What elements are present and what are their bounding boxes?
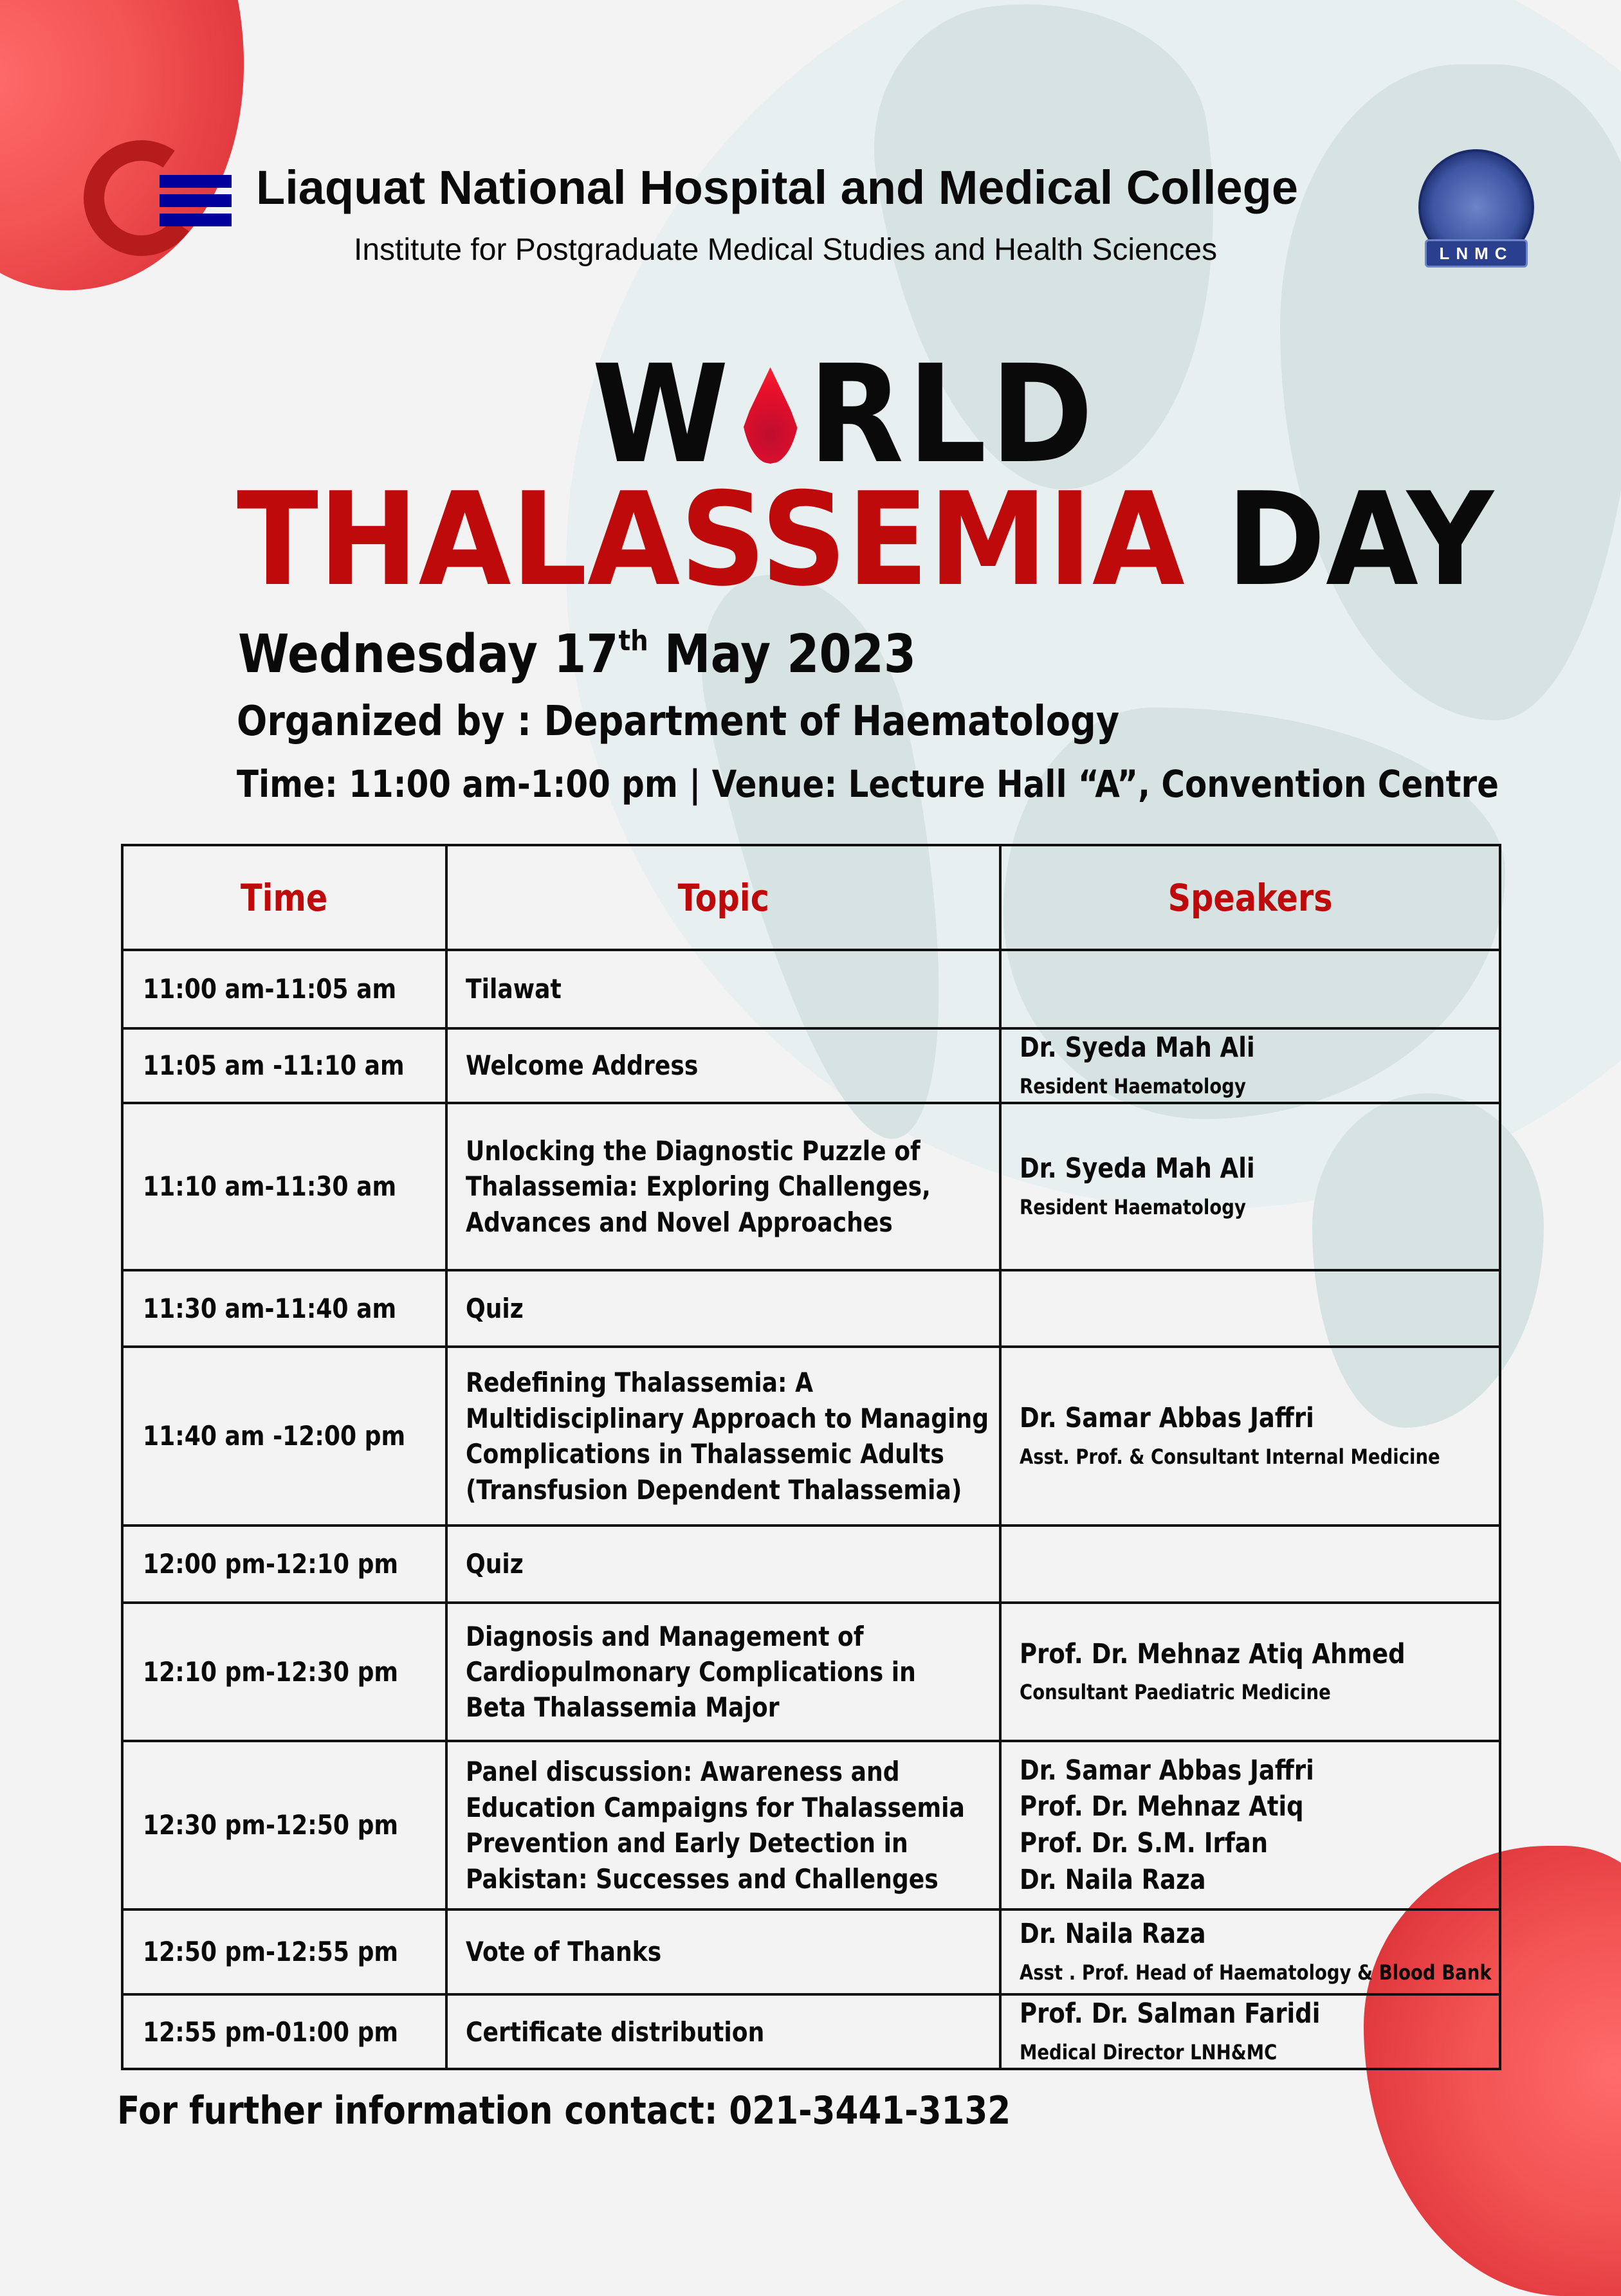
table-row: [122, 1028, 1500, 1103]
speaker-name: Dr. Samar Abbas Jaffri: [1020, 1402, 1314, 1435]
table-row: [122, 1526, 1500, 1603]
title-world: [592, 336, 1097, 493]
cell-speakers: [1000, 1603, 1500, 1741]
topic-line: (Transfusion Dependent Thalassemia): [466, 1473, 962, 1506]
topic-line: Thalassemia: Exploring Challenges,: [466, 1171, 931, 1203]
speaker-role: Consultant Paediatric Medicine: [1020, 1680, 1331, 1705]
speaker-name: Dr. Samar Abbas Jaffri: [1020, 1754, 1314, 1787]
title-thalassemia: THALASSEMIA: [237, 465, 1185, 615]
cell-time: 12:50 pm-12:55 pm: [122, 1909, 446, 1994]
header-speakers: Speakers: [1000, 845, 1500, 950]
topic-line: Multidisciplinary Approach to Managing: [466, 1402, 989, 1434]
speaker-name: Prof. Dr. Salman Faridi: [1020, 1998, 1321, 2030]
cell-topic: [446, 950, 1000, 1028]
speaker-name: Prof. Dr. S.M. Irfan: [1020, 1827, 1268, 1860]
cell-topic: [446, 1028, 1000, 1103]
topic-line: Education Campaigns for Thalassemia: [466, 1791, 965, 1823]
title-day: DAY: [1226, 465, 1494, 615]
speaker-role: Medical Director LNH&MC: [1020, 2039, 1278, 2064]
cell-speakers: [1000, 1028, 1500, 1103]
topic-line: Beta Thalassemia Major: [466, 1691, 780, 1724]
cell-time: 12:10 pm-12:30 pm: [122, 1603, 446, 1741]
table-row: [122, 1909, 1500, 1994]
cell-speakers: [1000, 1526, 1500, 1603]
topic-line: Tilawat: [466, 973, 562, 1005]
bars-icon: [160, 175, 232, 233]
topic-line: Quiz: [466, 1548, 524, 1580]
cell-time: 12:00 pm-12:10 pm: [122, 1526, 446, 1603]
title-world-w: W: [592, 336, 733, 493]
cell-topic: [446, 1347, 1000, 1526]
cell-time: 11:05 am -11:10 am: [122, 1028, 446, 1103]
table-row: [122, 1270, 1500, 1347]
cell-speakers: [1000, 1103, 1500, 1270]
speaker-name: Dr. Syeda Mah Ali: [1020, 1032, 1255, 1064]
seal-ribbon: LNMC: [1425, 239, 1528, 268]
speaker-role: Asst. Prof. & Consultant Internal Medicine: [1020, 1444, 1440, 1469]
event-organizer: Organized by : Department of Haematology: [237, 698, 1120, 745]
cell-speakers: [1000, 1270, 1500, 1347]
institution-subtitle: Institute for Postgraduate Medical Studies and Health Sciences: [354, 233, 1218, 267]
header-topic: Topic: [446, 845, 1000, 950]
table-row: [122, 1103, 1500, 1270]
cell-topic: [446, 1270, 1000, 1347]
cell-time: 11:10 am-11:30 am: [122, 1103, 446, 1270]
topic-line: Welcome Address: [466, 1050, 699, 1082]
cell-topic: [446, 1741, 1000, 1909]
cell-topic: [446, 1103, 1000, 1270]
date-month-year: May 2023: [648, 624, 917, 685]
topic-line: Diagnosis and Management of: [466, 1620, 864, 1652]
topic-line: Unlocking the Diagnostic Puzzle of: [466, 1135, 920, 1167]
title-thalassemia-day: [237, 465, 1494, 615]
table-row: [122, 1994, 1500, 2069]
cell-speakers: [1000, 1741, 1500, 1909]
institution-name: Liaquat National Hospital and Medical College: [256, 161, 1299, 214]
hospital-logo-icon: [84, 140, 232, 269]
cell-topic: [446, 1526, 1000, 1603]
cell-topic: [446, 1909, 1000, 1994]
cell-speakers: [1000, 950, 1500, 1028]
cell-time: 11:00 am-11:05 am: [122, 950, 446, 1028]
speaker-name: Dr. Syeda Mah Ali: [1020, 1153, 1255, 1185]
topic-line: Panel discussion: Awareness and: [466, 1756, 900, 1788]
speaker-role: Asst . Prof. Head of Haematology & Blood Bank: [1020, 1960, 1492, 1985]
event-time-venue: Time: 11:00 am-1:00 pm | Venue: Lecture Hall “A”, Convention Centre: [237, 762, 1499, 806]
cell-time: 11:40 am -12:00 pm: [122, 1347, 446, 1526]
speaker-name: Prof. Dr. Mehnaz Atiq: [1020, 1790, 1304, 1823]
speaker-name: Dr. Naila Raza: [1020, 1918, 1206, 1951]
header-time: Time: [122, 845, 446, 950]
cell-topic: [446, 1994, 1000, 2069]
speaker-name: Prof. Dr. Mehnaz Atiq Ahmed: [1020, 1637, 1406, 1670]
table-header-row: [122, 845, 1500, 950]
table-row: [122, 950, 1500, 1028]
cell-time: 12:30 pm-12:50 pm: [122, 1741, 446, 1909]
cell-speakers: [1000, 1347, 1500, 1526]
schedule-table: [121, 844, 1501, 2070]
topic-line: Pakistan: Successes and Challenges: [466, 1863, 939, 1895]
topic-line: Prevention and Early Detection in: [466, 1827, 908, 1859]
table-row: [122, 1741, 1500, 1909]
cell-speakers: [1000, 1909, 1500, 1994]
topic-line: Certificate distribution: [466, 2016, 765, 2048]
table-row: [122, 1347, 1500, 1526]
cell-time: 12:55 pm-01:00 pm: [122, 1994, 446, 2069]
topic-line: Redefining Thalassemia: A: [466, 1367, 814, 1399]
speaker-role: Resident Haematology: [1020, 1194, 1246, 1219]
cell-speakers: [1000, 1994, 1500, 2069]
table-row: [122, 1603, 1500, 1741]
speaker-role: Resident Haematology: [1020, 1073, 1246, 1098]
event-date: [238, 624, 917, 685]
topic-line: Quiz: [466, 1292, 524, 1324]
topic-line: Vote of Thanks: [466, 1936, 662, 1968]
topic-line: Advances and Novel Approaches: [466, 1206, 893, 1238]
date-text: Wednesday 17: [238, 624, 619, 685]
blood-drop-icon: [741, 367, 800, 464]
cell-time: 11:30 am-11:40 am: [122, 1270, 446, 1347]
cell-topic: [446, 1603, 1000, 1741]
date-ordinal: th: [618, 624, 648, 657]
speaker-name: Dr. Naila Raza: [1020, 1863, 1206, 1896]
topic-line: Complications in Thalassemic Adults: [466, 1438, 944, 1470]
title-world-rld: RLD: [808, 336, 1097, 493]
contact-info: For further information contact: 021-3441-3132: [117, 2088, 1011, 2133]
lnmc-seal-icon: [1418, 149, 1534, 278]
topic-line: Cardiopulmonary Complications in: [466, 1655, 916, 1688]
